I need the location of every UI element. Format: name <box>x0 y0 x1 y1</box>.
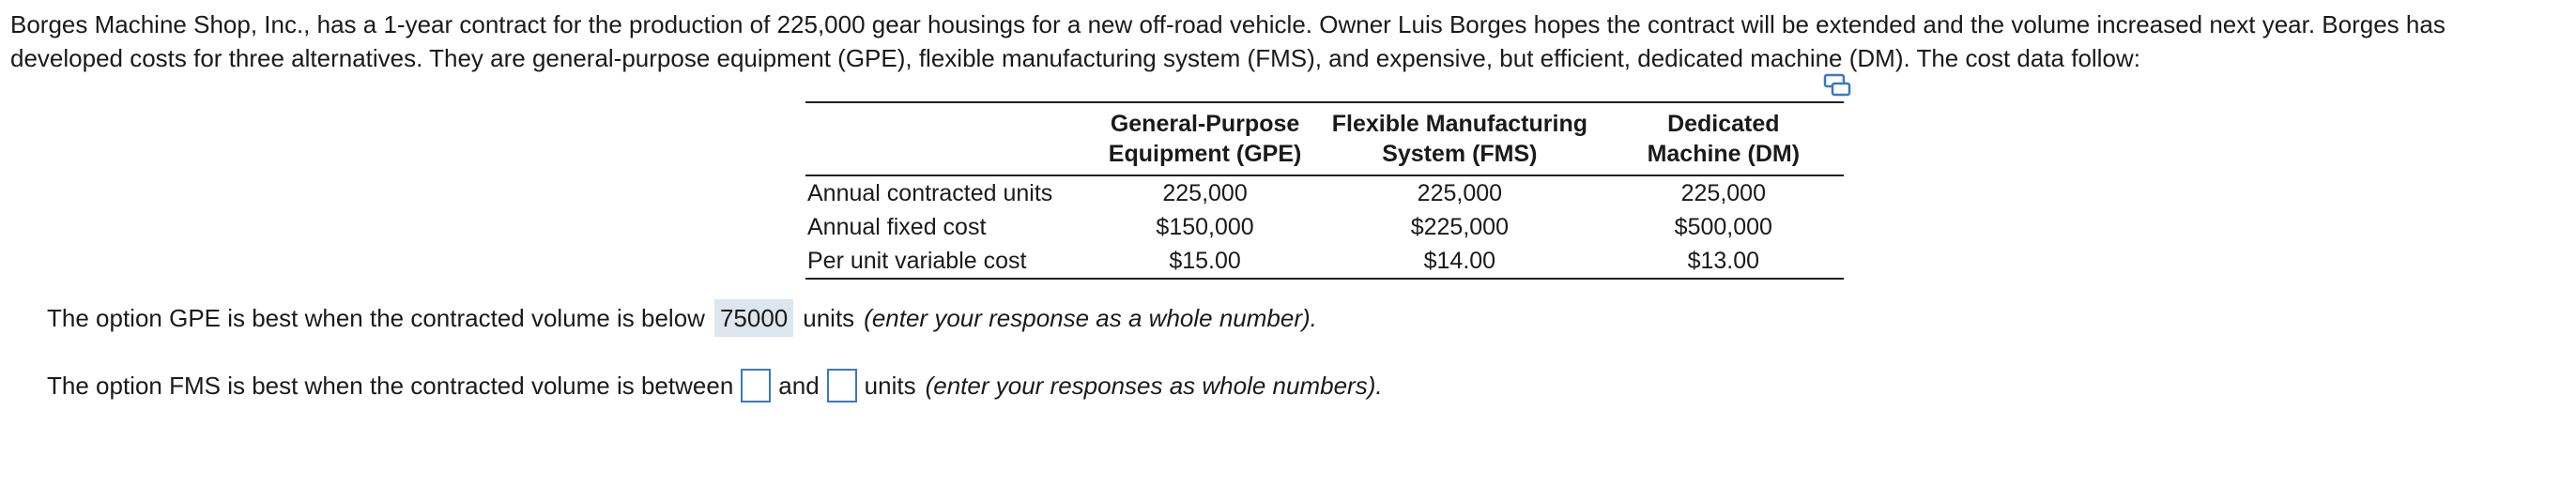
column-header-gpe <box>1094 102 1316 175</box>
column-header-fms <box>1316 102 1603 175</box>
cell-gpe: $15.00 <box>1094 244 1316 279</box>
column-header-line: Equipment (GPE) <box>1108 141 1302 167</box>
popout-window-icon[interactable] <box>1823 73 1851 98</box>
gpe-answer-field[interactable]: 75000 <box>714 299 793 337</box>
column-header-dm <box>1603 102 1844 175</box>
question-fms <box>47 367 1383 404</box>
table-row <box>805 175 1844 210</box>
cell-gpe: $150,000 <box>1156 214 1254 240</box>
column-header-line: General-Purpose <box>1110 111 1300 137</box>
row-label: Annual fixed cost <box>807 214 987 240</box>
cell-fms: $225,000 <box>1410 214 1509 240</box>
cell-dm: $500,000 <box>1674 214 1772 240</box>
question-fms-hint: (enter your responses as whole numbers). <box>925 372 1383 400</box>
question-gpe-hint: (enter your response as a whole number). <box>864 304 1317 332</box>
question-fms-text: The option FMS is best when the contracted volume is between <box>47 372 734 400</box>
question-fms-units: units <box>864 372 916 400</box>
fms-lower-bound-input[interactable] <box>741 369 771 402</box>
table-corner-header <box>805 102 1094 175</box>
cell-dm: $13.00 <box>1603 244 1844 279</box>
cell-gpe: 225,000 <box>1162 180 1248 206</box>
table-header-row <box>805 102 1844 175</box>
question-gpe-units: units <box>803 304 855 332</box>
question-fms-joiner: and <box>778 372 820 400</box>
row-label: Per unit variable cost <box>805 244 1094 279</box>
column-header-line: Dedicated <box>1667 111 1780 137</box>
cost-data-table <box>805 101 1844 280</box>
question-gpe <box>47 299 1317 337</box>
cell-fms: $14.00 <box>1316 244 1603 279</box>
cell-dm: 225,000 <box>1680 180 1766 206</box>
cell-fms: 225,000 <box>1417 180 1503 206</box>
question-gpe-text: The option GPE is best when the contracted volume is below <box>47 304 705 332</box>
fms-upper-bound-input[interactable] <box>827 369 857 402</box>
column-header-line: System (FMS) <box>1382 141 1538 167</box>
problem-statement: Borges Machine Shop, Inc., has a 1-year contract for the production of 225,000 gear housings for a new off-road vehicle. Owner Luis Borges hopes the contract will be extended and the volume increased next year. Borges has developed costs for three alternatives. They are general-purpose equipment (GPE), flexible manufacturing system (FMS), and expensive, but efficient, dedicated machine (DM). The cost data follow: <box>10 10 2446 72</box>
row-label: Annual contracted units <box>807 180 1053 206</box>
column-header-line: Machine (DM) <box>1647 141 1801 167</box>
column-header-line: Flexible Manufacturing <box>1331 111 1587 137</box>
table-row <box>805 244 1844 279</box>
table-row <box>805 210 1844 244</box>
